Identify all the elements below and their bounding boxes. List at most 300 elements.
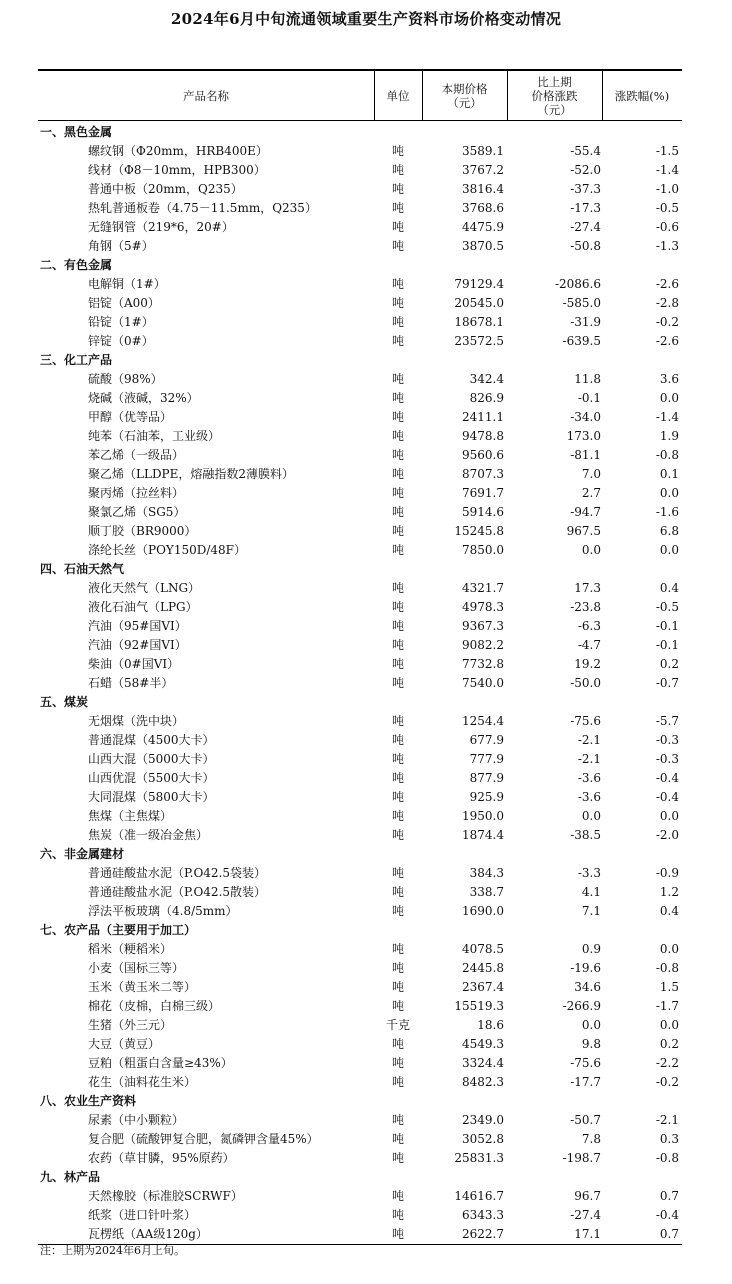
- price-cell: 877.9: [469, 771, 504, 785]
- change-cell: 173.0: [566, 429, 601, 443]
- price-cell: 1254.4: [462, 714, 504, 728]
- price-cell: 3768.6: [462, 201, 504, 215]
- unit-cell: 吨: [391, 771, 404, 785]
- price-cell: 2445.8: [462, 961, 504, 975]
- product-name-cell: 汽油（95#国VI）: [88, 619, 187, 633]
- product-name-cell: 普通硅酸盐水泥（P.O42.5散装）: [88, 885, 267, 899]
- percent-cell: -1.7: [655, 999, 679, 1013]
- percent-cell: -2.2: [655, 1056, 679, 1070]
- price-cell: 25831.3: [454, 1151, 504, 1165]
- change-cell: -2.1: [577, 733, 601, 747]
- table-row: [38, 541, 682, 560]
- table-row: [38, 864, 682, 883]
- percent-cell: -1.3: [655, 239, 679, 253]
- table-row: [38, 712, 682, 731]
- unit-cell: 吨: [391, 1208, 404, 1222]
- table-row: [38, 237, 682, 256]
- percent-cell: 1.9: [659, 429, 679, 443]
- table-row: [38, 655, 682, 674]
- change-cell: -6.3: [577, 619, 601, 633]
- product-name-cell: 尿素（中小颗粒）: [88, 1113, 185, 1127]
- percent-cell: 3.6: [659, 372, 679, 386]
- change-cell: -198.7: [562, 1151, 601, 1165]
- percent-cell: 0.4: [659, 904, 679, 918]
- percent-cell: 0.0: [659, 543, 679, 557]
- percent-cell: -0.4: [655, 1208, 679, 1222]
- category-label: 八、农业生产资料: [40, 1094, 137, 1108]
- change-cell: 9.8: [581, 1037, 601, 1051]
- product-name-cell: 农药（草甘膦，95%原药）: [88, 1151, 235, 1165]
- product-name-cell: 线材（Φ8－10mm，HPB300）: [88, 163, 266, 177]
- percent-cell: 0.0: [659, 391, 679, 405]
- price-cell: 4475.9: [462, 220, 504, 234]
- percent-cell: -0.7: [655, 676, 679, 690]
- table-row: [38, 807, 682, 826]
- percent-cell: -2.8: [655, 296, 679, 310]
- change-cell: 19.2: [574, 657, 601, 671]
- product-name-cell: 生猪（外三元）: [88, 1018, 173, 1032]
- unit-cell: 吨: [391, 524, 404, 538]
- unit-cell: 吨: [391, 752, 404, 766]
- table-row: [38, 218, 682, 237]
- product-name-cell: 液化石油气（LPG）: [88, 600, 198, 614]
- price-cell: 1690.0: [462, 904, 504, 918]
- unit-cell: 吨: [391, 619, 404, 633]
- price-cell: 18678.1: [454, 315, 504, 329]
- percent-cell: 0.7: [659, 1227, 679, 1241]
- table-row: [38, 636, 682, 655]
- price-cell: 9367.3: [462, 619, 504, 633]
- product-name-cell: 大同混煤（5800大卡）: [88, 790, 215, 804]
- table-row: [38, 826, 682, 845]
- product-name-cell: 普通混煤（4500大卡）: [88, 733, 215, 747]
- unit-cell: 吨: [391, 391, 404, 405]
- change-cell: -94.7: [570, 505, 601, 519]
- table-row: [38, 199, 682, 218]
- product-name-cell: 豆粕（粗蛋白含量≥43%）: [88, 1056, 233, 1070]
- unit-cell: 吨: [391, 163, 404, 177]
- change-cell: -17.3: [570, 201, 601, 215]
- product-name-cell: 浮法平板玻璃（4.8/5mm）: [88, 904, 238, 918]
- price-cell: 4549.3: [462, 1037, 504, 1051]
- unit-cell: 吨: [391, 885, 404, 899]
- unit-cell: 吨: [391, 543, 404, 557]
- unit-cell: 吨: [391, 714, 404, 728]
- category-row: [38, 351, 682, 370]
- product-name-cell: 聚乙烯（LLDPE，熔融指数2薄膜料）: [88, 467, 295, 481]
- unit-cell: 吨: [391, 429, 404, 443]
- category-row: [38, 1168, 682, 1187]
- product-name-cell: 角钢（5#）: [88, 239, 154, 253]
- product-name-cell: 电解铜（1#）: [88, 277, 166, 291]
- price-cell: 6343.3: [462, 1208, 504, 1222]
- page-title: 2024年6月中旬流通领域重要生产资料市场价格变动情况: [170, 10, 562, 28]
- footnote: 注：上期为2024年6月上旬。: [40, 1244, 185, 1257]
- price-cell: 79129.4: [454, 277, 504, 291]
- table-row: [38, 940, 682, 959]
- table-row: [38, 484, 682, 503]
- product-name-cell: 纸浆（进口针叶浆）: [88, 1208, 197, 1222]
- unit-cell: 吨: [391, 372, 404, 386]
- price-cell: 777.9: [469, 752, 504, 766]
- unit-cell: 吨: [391, 828, 404, 842]
- product-name-cell: 大豆（黄豆）: [88, 1037, 161, 1051]
- category-row: [38, 123, 682, 142]
- percent-cell: -0.2: [655, 1075, 679, 1089]
- change-cell: -75.6: [570, 1056, 601, 1070]
- percent-cell: -0.3: [655, 733, 679, 747]
- change-cell: -23.8: [570, 600, 601, 614]
- header-unit-label: 单位: [386, 88, 410, 103]
- product-name-cell: 硫酸（98%）: [88, 372, 163, 386]
- change-cell: 7.8: [581, 1132, 601, 1146]
- unit-cell: 吨: [391, 239, 404, 253]
- product-name-cell: 无缝钢管（219*6，20#）: [88, 220, 234, 234]
- price-cell: 4078.5: [462, 942, 504, 956]
- price-cell: 7732.8: [462, 657, 504, 671]
- unit-cell: 吨: [391, 220, 404, 234]
- price-cell: 9560.6: [462, 448, 504, 462]
- product-name-cell: 铅锭（1#）: [88, 315, 154, 329]
- table-row: [38, 1073, 682, 1092]
- unit-cell: 吨: [391, 467, 404, 481]
- percent-cell: 1.5: [659, 980, 679, 994]
- change-cell: -27.4: [570, 220, 601, 234]
- product-name-cell: 花生（油料花生米）: [88, 1075, 197, 1089]
- change-cell: -34.0: [570, 410, 601, 424]
- change-cell: 0.9: [581, 942, 601, 956]
- table-row: [38, 142, 682, 161]
- table-row: [38, 617, 682, 636]
- product-name-cell: 石蜡（58#半）: [88, 676, 174, 690]
- table-row: [38, 446, 682, 465]
- table-row: [38, 332, 682, 351]
- price-cell: 7540.0: [462, 676, 504, 690]
- table-row: [38, 1206, 682, 1225]
- price-cell: 9478.8: [462, 429, 504, 443]
- table-row: [38, 370, 682, 389]
- change-cell: 2.7: [581, 486, 601, 500]
- percent-cell: 1.2: [659, 885, 679, 899]
- product-name-cell: 纯苯（石油苯，工业级）: [88, 429, 221, 443]
- change-cell: 17.3: [574, 581, 601, 595]
- table-row: [38, 1016, 682, 1035]
- percent-cell: 0.7: [659, 1189, 679, 1203]
- product-name-cell: 顺丁胶（BR9000）: [88, 524, 197, 538]
- price-cell: 18.6: [477, 1018, 504, 1032]
- product-name-cell: 无烟煤（洗中块）: [88, 714, 185, 728]
- price-cell: 1874.4: [462, 828, 504, 842]
- product-name-cell: 稻米（粳稻米）: [88, 942, 173, 956]
- price-cell: 3324.4: [462, 1056, 504, 1070]
- percent-cell: -1.6: [655, 505, 679, 519]
- change-cell: -639.5: [562, 334, 601, 348]
- product-name-cell: 玉米（黄玉米二等）: [88, 980, 197, 994]
- change-cell: -31.9: [570, 315, 601, 329]
- percent-cell: -0.4: [655, 771, 679, 785]
- category-row: [38, 921, 682, 940]
- category-label: 四、石油天然气: [40, 562, 125, 576]
- change-cell: 34.6: [574, 980, 601, 994]
- change-cell: -81.1: [570, 448, 601, 462]
- table-body: [38, 121, 682, 1245]
- percent-cell: 0.4: [659, 581, 679, 595]
- category-label: 三、化工产品: [40, 353, 113, 367]
- unit-cell: 吨: [391, 277, 404, 291]
- product-name-cell: 天然橡胶（标准胶SCRWF）: [88, 1189, 243, 1203]
- price-cell: 5914.6: [462, 505, 504, 519]
- product-name-cell: 焦炭（准一级冶金焦）: [88, 828, 209, 842]
- unit-cell: 吨: [391, 676, 404, 690]
- unit-cell: 吨: [391, 733, 404, 747]
- change-cell: 7.1: [581, 904, 601, 918]
- change-cell: -52.0: [570, 163, 601, 177]
- header-price: [422, 71, 507, 120]
- unit-cell: 吨: [391, 1037, 404, 1051]
- price-cell: 3052.8: [462, 1132, 504, 1146]
- percent-cell: -0.3: [655, 752, 679, 766]
- table-row: [38, 180, 682, 199]
- header-change-label-2: 价格涨跌: [531, 88, 578, 103]
- unit-cell: 吨: [391, 961, 404, 975]
- price-cell: 2411.1: [462, 410, 504, 424]
- change-cell: -2086.6: [554, 277, 601, 291]
- change-cell: -75.6: [570, 714, 601, 728]
- header-product-name-label: 产品名称: [183, 88, 229, 103]
- table-row: [38, 522, 682, 541]
- percent-cell: -2.6: [655, 334, 679, 348]
- percent-cell: -1.0: [655, 182, 679, 196]
- change-cell: -3.3: [577, 866, 601, 880]
- unit-cell: 吨: [391, 315, 404, 329]
- unit-cell: 吨: [391, 942, 404, 956]
- percent-cell: 0.0: [659, 486, 679, 500]
- change-cell: -50.0: [570, 676, 601, 690]
- table-row: [38, 465, 682, 484]
- header-change-label-1: 比上期: [537, 74, 572, 89]
- percent-cell: 0.2: [659, 657, 679, 671]
- unit-cell: 吨: [391, 334, 404, 348]
- product-name-cell: 烧碱（液碱，32%）: [88, 391, 199, 405]
- product-name-cell: 锌锭（0#）: [88, 334, 154, 348]
- change-cell: -55.4: [570, 144, 601, 158]
- category-label: 五、煤炭: [40, 695, 89, 709]
- product-name-cell: 铝锭（A00）: [88, 296, 160, 310]
- table-header: [38, 69, 682, 121]
- product-name-cell: 山西优混（5500大卡）: [88, 771, 215, 785]
- category-row: [38, 256, 682, 275]
- header-price-label: 本期价格: [441, 81, 488, 96]
- unit-cell: 吨: [391, 638, 404, 652]
- unit-cell: 吨: [391, 866, 404, 880]
- change-cell: -50.7: [570, 1113, 601, 1127]
- change-cell: -37.3: [570, 182, 601, 196]
- unit-cell: 吨: [391, 1151, 404, 1165]
- price-cell: 3767.2: [462, 163, 504, 177]
- product-name-cell: 甲醇（优等品）: [88, 410, 173, 424]
- unit-cell: 千克: [385, 1018, 410, 1032]
- percent-cell: 0.0: [659, 942, 679, 956]
- product-name-cell: 小麦（国标三等）: [88, 961, 185, 975]
- unit-cell: 吨: [391, 600, 404, 614]
- unit-cell: 吨: [391, 486, 404, 500]
- price-cell: 20545.0: [454, 296, 504, 310]
- product-name-cell: 聚氯乙烯（SG5）: [88, 505, 186, 519]
- category-row: [38, 560, 682, 579]
- unit-cell: 吨: [391, 657, 404, 671]
- product-name-cell: 瓦楞纸（AA级120g）: [88, 1227, 208, 1241]
- change-cell: 0.0: [581, 543, 601, 557]
- table-row: [38, 579, 682, 598]
- price-cell: 3870.5: [462, 239, 504, 253]
- table-row: [38, 997, 682, 1016]
- unit-cell: 吨: [391, 1132, 404, 1146]
- change-cell: 967.5: [566, 524, 601, 538]
- percent-cell: 6.8: [659, 524, 679, 538]
- price-cell: 23572.5: [454, 334, 504, 348]
- category-label: 九、林产品: [40, 1170, 101, 1184]
- table-row: [38, 503, 682, 522]
- table-row: [38, 294, 682, 313]
- change-cell: -266.9: [562, 999, 601, 1013]
- product-name-cell: 液化天然气（LNG）: [88, 581, 201, 595]
- product-name-cell: 普通中板（20mm，Q235）: [88, 182, 243, 196]
- table-row: [38, 750, 682, 769]
- table-row: [38, 161, 682, 180]
- table-row: [38, 1187, 682, 1206]
- unit-cell: 吨: [391, 980, 404, 994]
- price-cell: 4978.3: [462, 600, 504, 614]
- price-cell: 4321.7: [462, 581, 504, 595]
- table-row: [38, 978, 682, 997]
- percent-cell: -2.0: [655, 828, 679, 842]
- percent-cell: -0.8: [655, 1151, 679, 1165]
- header-change-unit: （元）: [537, 102, 572, 117]
- percent-cell: -5.7: [655, 714, 679, 728]
- price-table: [38, 69, 682, 1245]
- change-cell: -50.8: [570, 239, 601, 253]
- change-cell: -27.4: [570, 1208, 601, 1222]
- product-name-cell: 复合肥（硫酸钾复合肥，氮磷钾含量45%）: [88, 1132, 319, 1146]
- unit-cell: 吨: [391, 1075, 404, 1089]
- unit-cell: 吨: [391, 144, 404, 158]
- category-row: [38, 845, 682, 864]
- unit-cell: 吨: [391, 296, 404, 310]
- header-percent-label: 涨跌幅(%): [614, 88, 670, 103]
- percent-cell: 0.3: [659, 1132, 679, 1146]
- header-change: [507, 71, 602, 120]
- percent-cell: -1.5: [655, 144, 679, 158]
- change-cell: 7.0: [581, 467, 601, 481]
- header-price-unit: （元）: [447, 95, 482, 110]
- table-row: [38, 788, 682, 807]
- price-cell: 14616.7: [454, 1189, 504, 1203]
- table-row: [38, 427, 682, 446]
- price-cell: 9082.2: [462, 638, 504, 652]
- product-name-cell: 苯乙烯（一级品）: [88, 448, 185, 462]
- price-cell: 2367.4: [462, 980, 504, 994]
- percent-cell: -0.4: [655, 790, 679, 804]
- category-label: 六、非金属建材: [40, 847, 125, 861]
- change-cell: -0.1: [577, 391, 601, 405]
- percent-cell: 0.0: [659, 809, 679, 823]
- product-name-cell: 涤纶长丝（POY150D/48F）: [88, 543, 246, 557]
- table-row: [38, 674, 682, 693]
- price-cell: 3589.1: [462, 144, 504, 158]
- header-product-name: [38, 71, 374, 120]
- percent-cell: -2.1: [655, 1113, 679, 1127]
- percent-cell: -0.1: [655, 619, 679, 633]
- price-cell: 1950.0: [462, 809, 504, 823]
- change-cell: -19.6: [570, 961, 601, 975]
- price-cell: 15245.8: [454, 524, 504, 538]
- product-name-cell: 柴油（0#国VI）: [88, 657, 180, 671]
- product-name-cell: 汽油（92#国VI）: [88, 638, 187, 652]
- change-cell: 17.1: [574, 1227, 601, 1241]
- percent-cell: 0.1: [659, 467, 679, 481]
- product-name-cell: 山西大混（5000大卡）: [88, 752, 215, 766]
- price-cell: 342.4: [469, 372, 504, 386]
- table-row: [38, 389, 682, 408]
- price-cell: 2622.7: [462, 1227, 504, 1241]
- change-cell: 96.7: [574, 1189, 601, 1203]
- table-row: [38, 1035, 682, 1054]
- change-cell: -2.1: [577, 752, 601, 766]
- price-cell: 826.9: [469, 391, 504, 405]
- product-name-cell: 普通硅酸盐水泥（P.O42.5袋装）: [88, 866, 267, 880]
- percent-cell: -0.5: [655, 600, 679, 614]
- change-cell: -4.7: [577, 638, 601, 652]
- table-row: [38, 902, 682, 921]
- change-cell: -585.0: [562, 296, 601, 310]
- percent-cell: -0.2: [655, 315, 679, 329]
- table-row: [38, 1054, 682, 1073]
- table-row: [38, 959, 682, 978]
- unit-cell: 吨: [391, 999, 404, 1013]
- unit-cell: 吨: [391, 1189, 404, 1203]
- table-row: [38, 275, 682, 294]
- table-row: [38, 1149, 682, 1168]
- unit-cell: 吨: [391, 410, 404, 424]
- product-name-cell: 焦煤（主焦煤）: [88, 809, 173, 823]
- price-cell: 2349.0: [462, 1113, 504, 1127]
- category-label: 二、有色金属: [40, 258, 113, 272]
- table-row: [38, 769, 682, 788]
- table-row: [38, 313, 682, 332]
- header-unit: [374, 71, 422, 120]
- unit-cell: 吨: [391, 809, 404, 823]
- table-row: [38, 1130, 682, 1149]
- category-row: [38, 1092, 682, 1111]
- change-cell: 0.0: [581, 809, 601, 823]
- change-cell: 4.1: [581, 885, 601, 899]
- percent-cell: -1.4: [655, 410, 679, 424]
- unit-cell: 吨: [391, 201, 404, 215]
- percent-cell: -0.5: [655, 201, 679, 215]
- percent-cell: -0.8: [655, 961, 679, 975]
- price-cell: 338.7: [469, 885, 504, 899]
- unit-cell: 吨: [391, 1227, 404, 1241]
- product-name-cell: 螺纹钢（Φ20mm，HRB400E）: [88, 144, 268, 158]
- unit-cell: 吨: [391, 182, 404, 196]
- percent-cell: 0.0: [659, 1018, 679, 1032]
- change-cell: 11.8: [574, 372, 601, 386]
- table-row: [38, 408, 682, 427]
- table-row: [38, 731, 682, 750]
- price-cell: 7850.0: [462, 543, 504, 557]
- percent-cell: -0.6: [655, 220, 679, 234]
- category-label: 一、黑色金属: [40, 125, 113, 139]
